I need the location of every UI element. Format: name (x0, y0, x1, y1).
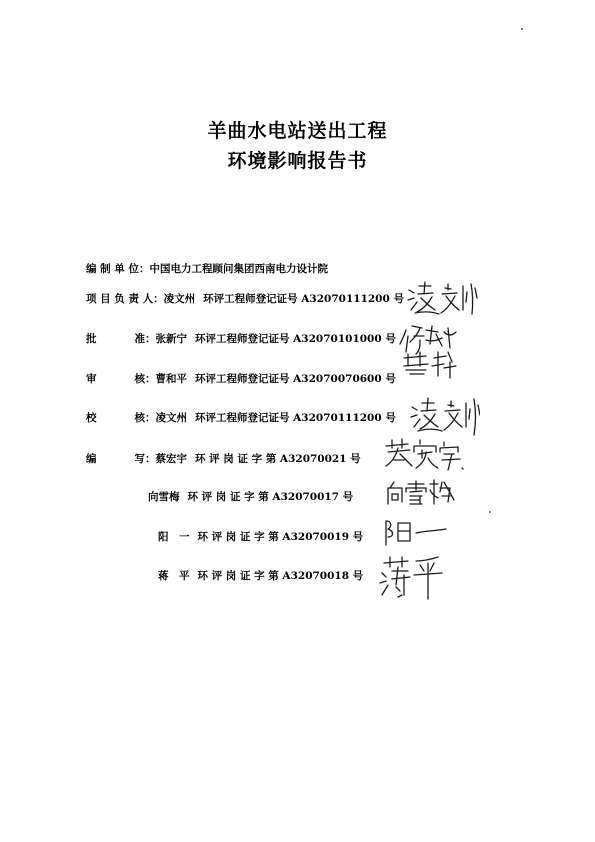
checker-label-a: 校 (86, 412, 97, 424)
checker-label-b: 核： (134, 412, 156, 424)
writer-row-1 (86, 452, 361, 466)
org-value: 中国电力工程顾问集团西南电力设计院 (149, 263, 328, 275)
writer-name: 阳 一 (158, 531, 190, 543)
org-row (86, 262, 328, 276)
writer-cert: 环 评 岗 证 字 第 A32070019 号 (197, 531, 364, 543)
writers-label-b: 写： (134, 453, 156, 465)
checker-cert: 环评工程师登记证号 A32070111200 号 (195, 412, 396, 424)
report-title-line1: 羊曲水电站送出工程 (207, 120, 388, 142)
approver-name: 张新宁 (155, 333, 187, 345)
report-title-line2: 环境影响报告书 (227, 150, 368, 172)
writer-cert: 环 评 岗 证 字 第 A32070021 号 (195, 453, 361, 465)
reviewer-label-b: 核： (134, 373, 156, 385)
scan-speck (489, 511, 491, 513)
writer-cert: 环 评 岗 证 字 第 A32070018 号 (197, 570, 364, 582)
writers-label-a: 编 (86, 453, 97, 465)
checker-signature (408, 395, 480, 437)
leader-cert: 环评工程师登记证号 A32070111200 号 (203, 293, 404, 305)
reviewer-cert: 环评工程师登记证号 A32070070600 号 (195, 373, 396, 385)
approver-label-a: 批 (86, 333, 97, 345)
scan-speck (521, 28, 523, 30)
writer-name: 蒋 平 (158, 570, 190, 582)
leader-signature (405, 280, 480, 316)
writer-1-signature (382, 436, 464, 472)
approver-cert: 环评工程师登记证号 A32070101000 号 (195, 333, 396, 345)
approver-row (86, 332, 396, 346)
approver-signature (398, 322, 460, 380)
writer-row-2 (148, 490, 353, 504)
writer-row-4 (158, 569, 363, 583)
writer-4-signature (378, 555, 448, 601)
leader-name: 凌文州 (163, 293, 196, 305)
approver-label-b: 准： (134, 333, 156, 345)
writer-cert: 环 评 岗 证 字 第 A32070017 号 (187, 491, 354, 503)
checker-name: 凌文州 (155, 412, 187, 424)
writer-name: 蔡宏宇 (155, 453, 187, 465)
reviewer-row (86, 372, 396, 386)
leader-label: 项 目 负 责 人： (86, 293, 164, 305)
reviewer-name: 曹和平 (155, 373, 187, 385)
checker-row (86, 411, 396, 425)
writer-name: 向雪梅 (148, 491, 180, 503)
writer-3-signature (380, 515, 450, 549)
leader-row (86, 292, 404, 306)
writer-row-3 (158, 530, 363, 544)
writer-2-signature (384, 478, 456, 508)
org-label: 编 制 单 位： (86, 263, 150, 275)
reviewer-label-a: 审 (86, 373, 97, 385)
